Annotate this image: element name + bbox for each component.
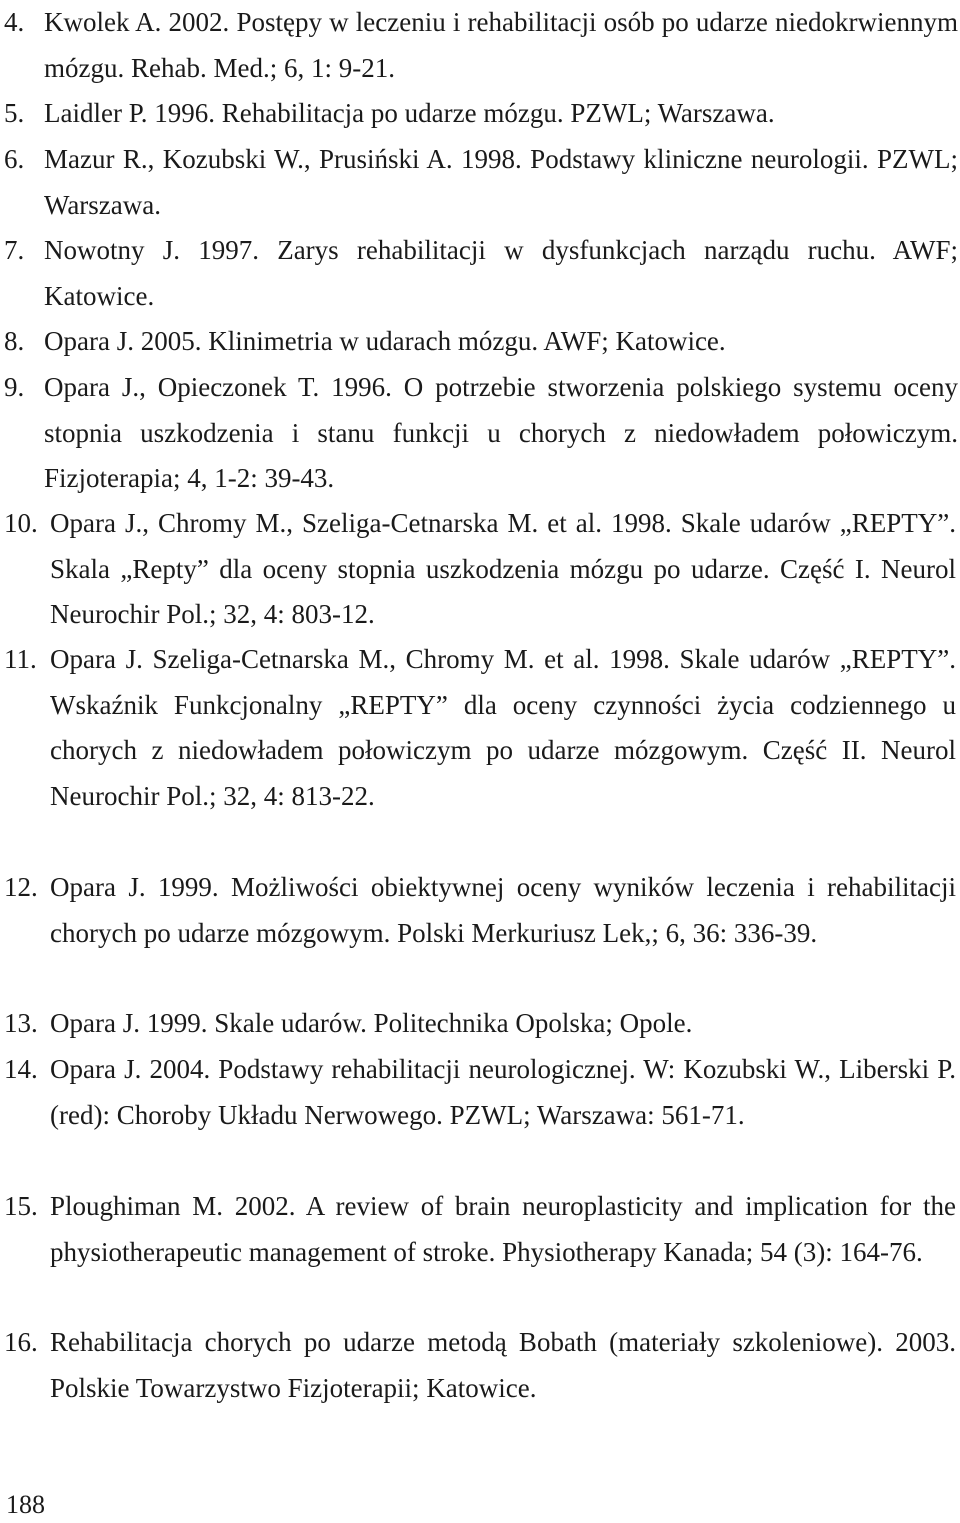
reference-text: Opara J. Szeliga-Cetnarska M., Chromy M. et al. 1998. Skale udarów „REPTY”. Wskaźnik Funkcjonalny „REPTY” dla oceny czynności życia codziennego u chorych z niedowładem połowiczym po udarze mózgowym. Część II. Neurol Neurochir Pol.; 32, 4: 813-22. [50, 644, 956, 811]
reference-number: 13. [4, 1008, 38, 1038]
reference-item [0, 1047, 956, 1138]
reference-item [0, 1184, 956, 1275]
reference-text: Mazur R., Kozubski W., Prusiński A. 1998. Podstawy kliniczne neurologii. PZWL; Warszawa. [44, 144, 958, 220]
reference-item [0, 501, 956, 638]
reference-number: 4. [4, 7, 25, 37]
reference-number: 16. [4, 1327, 38, 1357]
reference-number: 6. [4, 144, 25, 174]
reference-number: 10. [4, 508, 38, 538]
reference-item [0, 137, 958, 228]
reference-text: Opara J. 1999. Możliwości obiektywnej oceny wyników leczenia i rehabilitacji chorych po udarze mózgowym. Polski Merkuriusz Lek,; 6, 36: 336-39. [50, 872, 956, 948]
reference-text: Ploughiman M. 2002. A review of brain neuroplasticity and implication for the physiotherapeutic management of stroke. Physiotherapy Kanada; 54 (3): 164-76. [50, 1191, 956, 1267]
reference-number: 7. [4, 235, 25, 265]
reference-item [0, 228, 958, 319]
reference-number: 11. [4, 644, 37, 674]
reference-text: Nowotny J. 1997. Zarys rehabilitacji w dysfunkcjach narządu ruchu. AWF; Katowice. [44, 235, 958, 311]
reference-item [0, 1001, 956, 1047]
reference-item [0, 319, 958, 365]
reference-number: 12. [4, 872, 38, 902]
reference-item [0, 91, 958, 137]
reference-text: Rehabilitacja chorych po udarze metodą Bobath (materiały szkoleniowe). 2003. Polskie Towarzystwo Fizjoterapii; Katowice. [50, 1327, 956, 1403]
reference-number: 14. [4, 1054, 38, 1084]
reference-text: Opara J. 1999. Skale udarów. Politechnika Opolska; Opole. [50, 1008, 693, 1038]
reference-item [0, 0, 958, 91]
reference-text: Laidler P. 1996. Rehabilitacja po udarze mózgu. PZWL; Warszawa. [44, 98, 775, 128]
reference-item [0, 1320, 956, 1411]
reference-number: 8. [4, 326, 25, 356]
reference-text: Opara J., Opieczonek T. 1996. O potrzebie stworzenia polskiego systemu oceny stopnia uszkodzenia i stanu funkcji u chorych z niedowładem połowiczym. Fizjoterapia; 4, 1-2: 39-43. [44, 372, 958, 493]
page-number: 188 [6, 1490, 45, 1519]
reference-number: 15. [4, 1191, 38, 1221]
reference-item [0, 637, 956, 819]
reference-text: Opara J. 2005. Klinimetria w udarach mózgu. AWF; Katowice. [44, 326, 726, 356]
reference-number: 5. [4, 98, 25, 128]
reference-item [0, 365, 958, 502]
reference-text: Opara J. 2004. Podstawy rehabilitacji neurologicznej. W: Kozubski W., Liberski P. (red): Choroby Układu Nerwowego. PZWL; Warszawa: 561-71. [50, 1054, 956, 1130]
reference-text: Kwolek A. 2002. Postępy w leczeniu i rehabilitacji osób po udarze niedokrwiennym mózgu. Rehab. Med.; 6, 1: 9-21. [44, 7, 958, 83]
reference-item [0, 865, 956, 956]
reference-number: 9. [4, 372, 25, 402]
reference-text: Opara J., Chromy M., Szeliga-Cetnarska M. et al. 1998. Skale udarów „REPTY”. Skala „Repty” dla oceny stopnia uszkodzenia mózgu po udarze. Część I. Neurol Neurochir Pol.; 32, 4: 803-12. [50, 508, 956, 629]
